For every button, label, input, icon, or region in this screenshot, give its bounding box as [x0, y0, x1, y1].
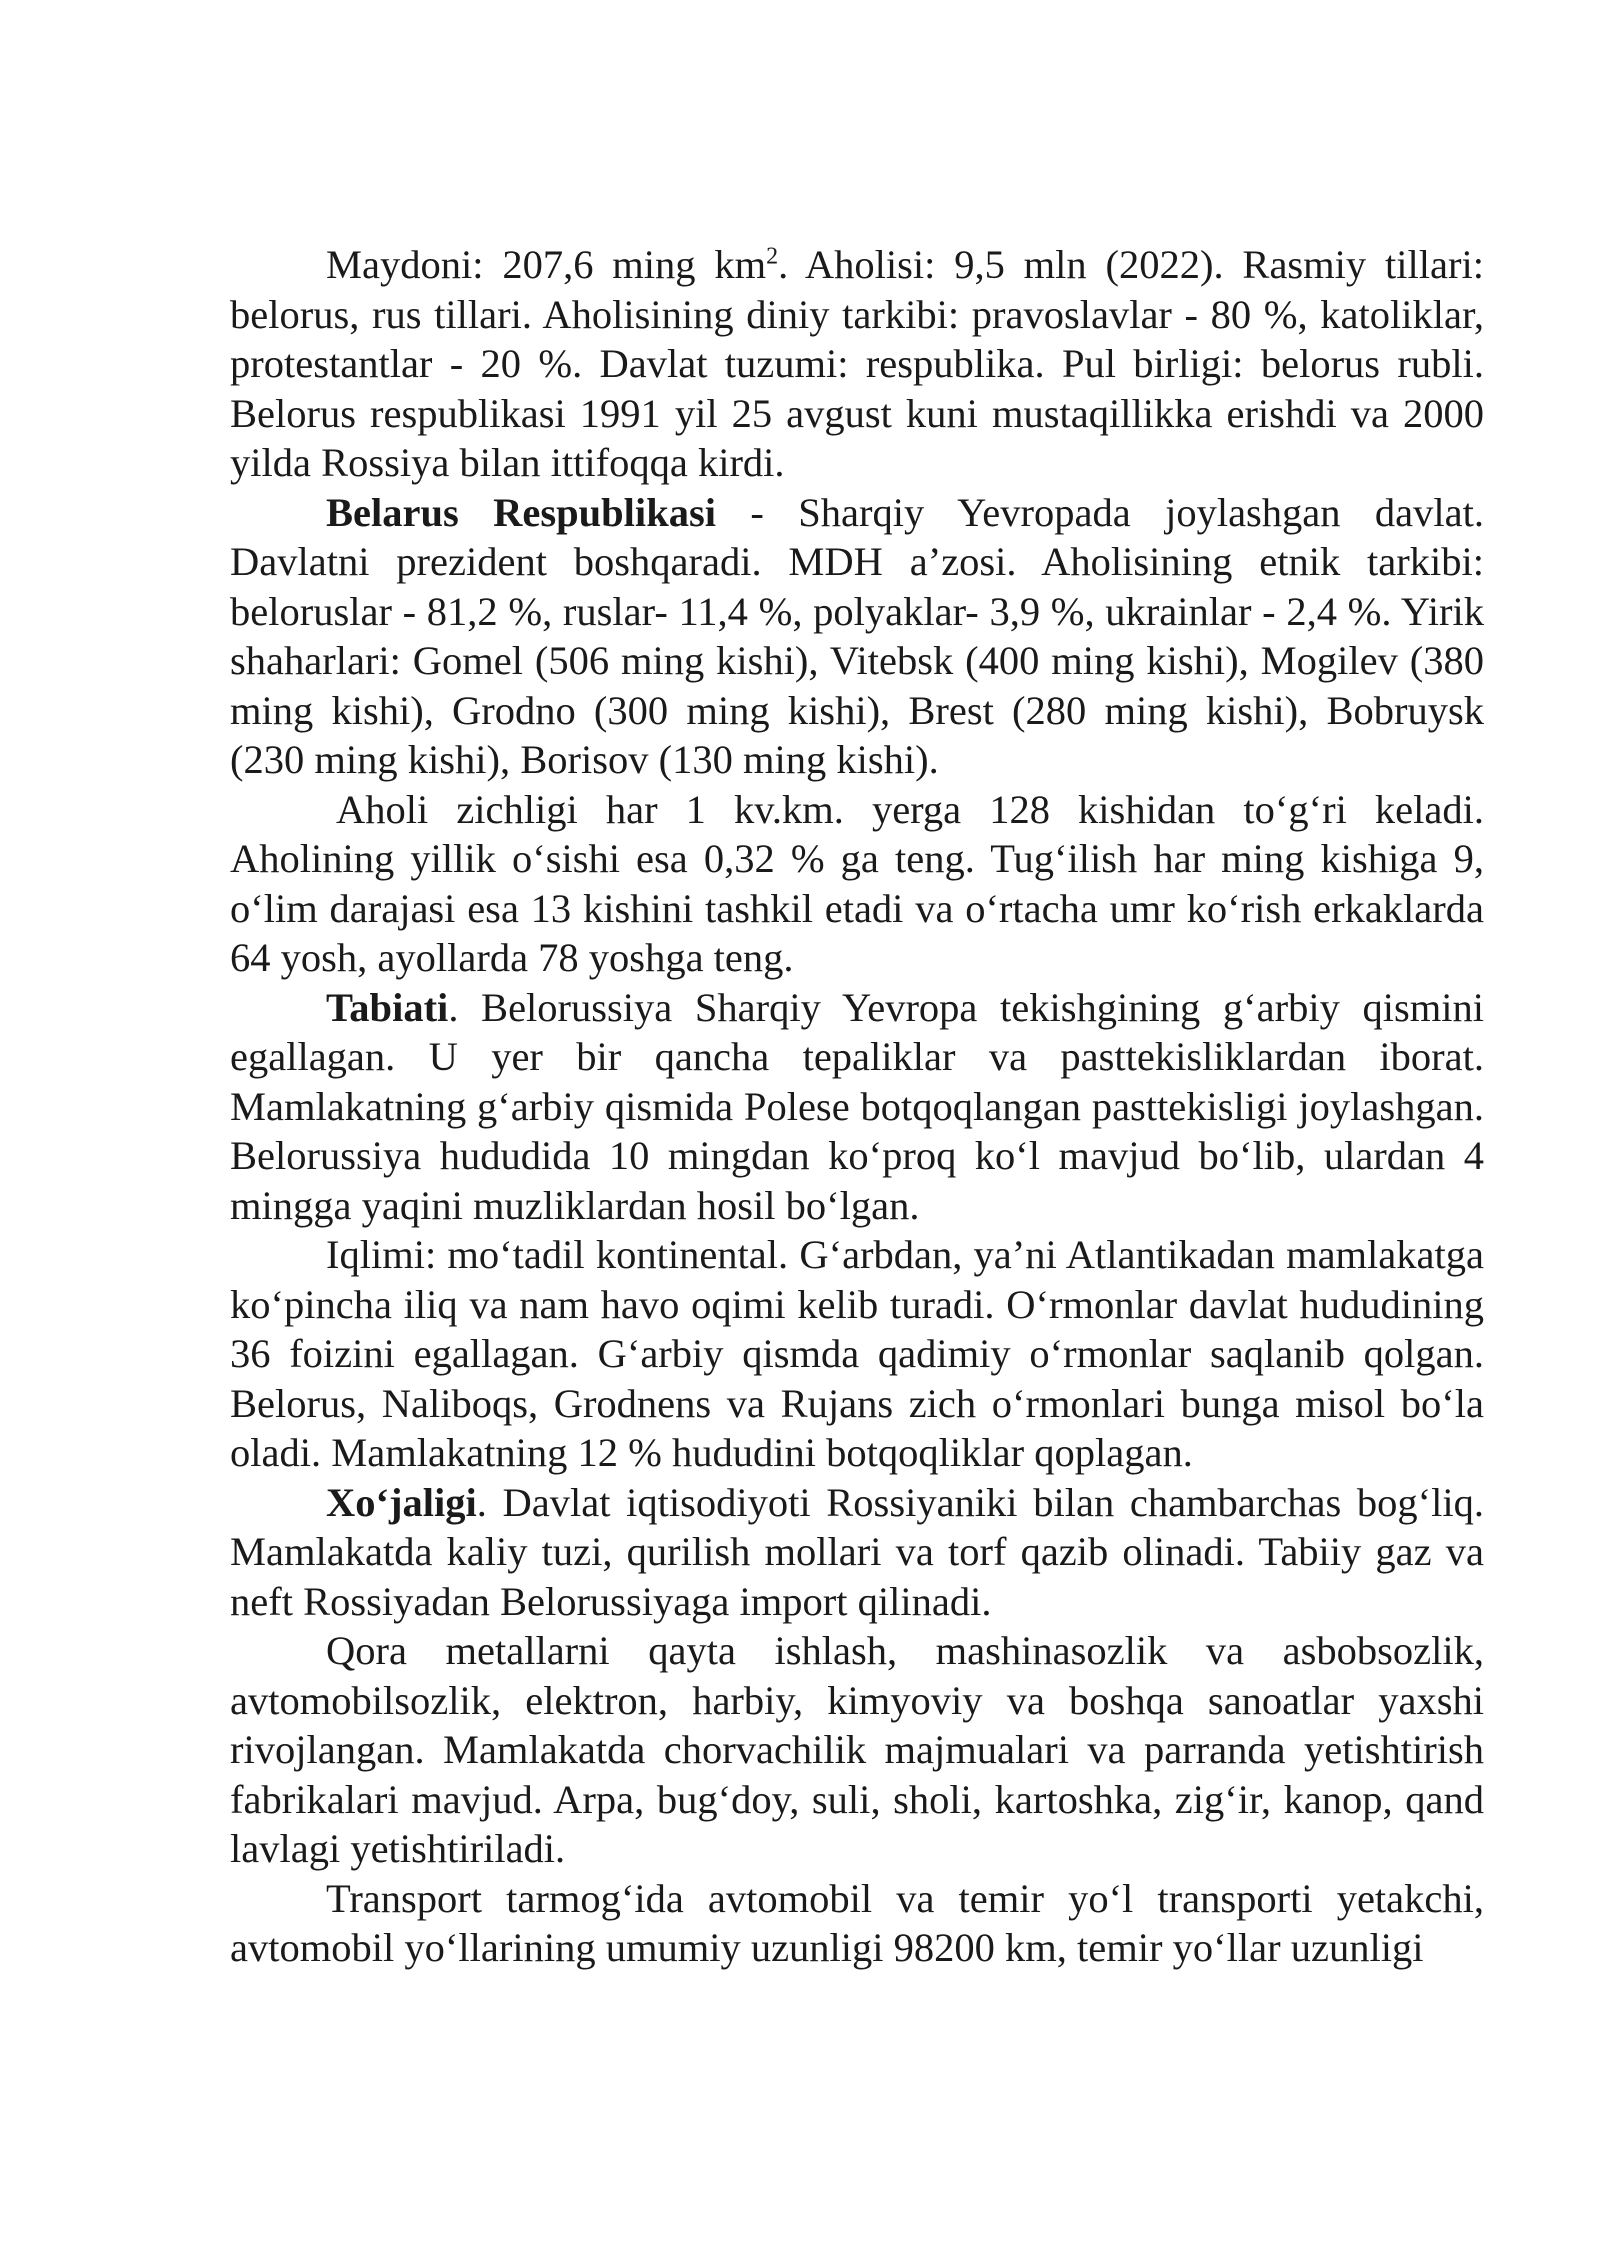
- paragraph-transport: [230, 1874, 1484, 1973]
- paragraph-climate: [230, 1230, 1484, 1478]
- section-heading: Belarus Respublikasi: [326, 489, 716, 535]
- paragraph-text: Transport tarmog‘ida avtomobil va temir yo‘l transporti yetakchi, avtomobil yo‘llarining umumiy uzunligi 98200 km, temir yo‘llar uzunligi: [230, 1875, 1484, 1970]
- paragraph-text: Qora metallarni qayta ishlash, mashinasozlik va asbobsozlik, avtomobilsozlik, elektron, harbiy, kimyoviy va boshqa sanoatlar yaxshi rivojlangan. Mamlakatda chorvachilik majmualari va parranda yetishtirish fabrikalari mavjud. Arpa, bug‘doy, suli, sholi, kartoshka, zig‘ir, kanop, qand lavlagi yetishtiriladi.: [230, 1628, 1484, 1871]
- paragraph-industry: [230, 1626, 1484, 1874]
- document-page: [230, 240, 1484, 1973]
- paragraph-nature: [230, 983, 1484, 1231]
- paragraph-text: . Aholisi: 9,5 mln (2022). Rasmiy tillari: belorus, rus tillari. Aholisining diniy tarkibi: pravoslavlar - 80 %, katoliklar, protestantlar - 20 %. Davlat tuzumi: respublika. Pul birligi: belorus rubli. Belorus respublikasi 1991 yil 25 avgust kuni mustaqillikka erishdi va 2000 yilda Rossiya bilan ittifoqqa kirdi.: [230, 242, 1484, 485]
- paragraph-text: . Belorussiya Sharqiy Yevropa tekishgining g‘arbiy qismini egallagan. U yer bir qancha tepaliklar va pasttekisliklardan iborat. Mamlakatning g‘arbiy qismida Polese botqoqlangan pasttekisligi joylashgan. Belorussiya hududida 10 mingdan ko‘proq ko‘l mavjud bo‘lib, ulardan 4 mingga yaqini muzliklardan hosil bo‘lgan.: [230, 984, 1484, 1228]
- paragraph-economy: [230, 1478, 1484, 1627]
- superscript: 2: [766, 243, 779, 270]
- paragraph-belarus-republic: [230, 488, 1484, 785]
- paragraph-text: Iqlimi: mo‘tadil kontinental. G‘arbdan, ya’ni Atlantikadan mamlakatga ko‘pincha iliq va nam havo oqimi kelib turadi. O‘rmonlar davlat hududining 36 foizini egallagan. G‘arbiy qismda qadimiy o‘rmonlar saqlanib qolgan. Belorus, Naliboqs, Grodnens va Rujans zich o‘rmonlari bunga misol bo‘la oladi. Mamlakatning 12 % hududini botqoqliklar qoplagan.: [230, 1232, 1484, 1475]
- paragraph-area-population: [230, 240, 1484, 488]
- paragraph-text: . Davlat iqtisodiyoti Rossiyaniki bilan chambarchas bog‘liq. Mamlakatda kaliy tuzi, qurilish mollari va torf qazib olinadi. Tabiiy gaz va neft Rossiyadan Belorussiyaga import qilinadi.: [230, 1479, 1484, 1624]
- paragraph-text: - Sharqiy Yevropada joylashgan davlat. Davlatni prezident boshqaradi. MDH a’zosi. Aholisining etnik tarkibi: beloruslar - 81,2 %, ruslar- 11,4 %, polyaklar- 3,9 %, ukrainlar - 2,4 %. Yirik shaharlari: Gomel (506 ming kishi), Vitebsk (400 ming kishi), Mogilev (380 ming kishi), Grodno (300 ming kishi), Brest (280 ming kishi), Bobruysk (230 ming kishi), Borisov (130 ming kishi).: [230, 489, 1484, 782]
- section-heading: Tabiati: [326, 984, 449, 1030]
- paragraph-density: [230, 785, 1484, 983]
- paragraph-text: Aholi zichligi har 1 kv.km. yerga 128 kishidan to‘g‘ri keladi. Aholining yillik o‘sishi esa 0,32 % ga teng. Tug‘ilish har ming kishiga 9, o‘lim darajasi esa 13 kishini tashkil etadi va o‘rtacha umr ko‘rish erkaklarda 64 yosh, ayollarda 78 yoshga teng.: [230, 786, 1484, 980]
- paragraph-text: Maydoni: 207,6 ming km: [326, 242, 767, 287]
- section-heading: Xo‘jaligi: [326, 1479, 477, 1525]
